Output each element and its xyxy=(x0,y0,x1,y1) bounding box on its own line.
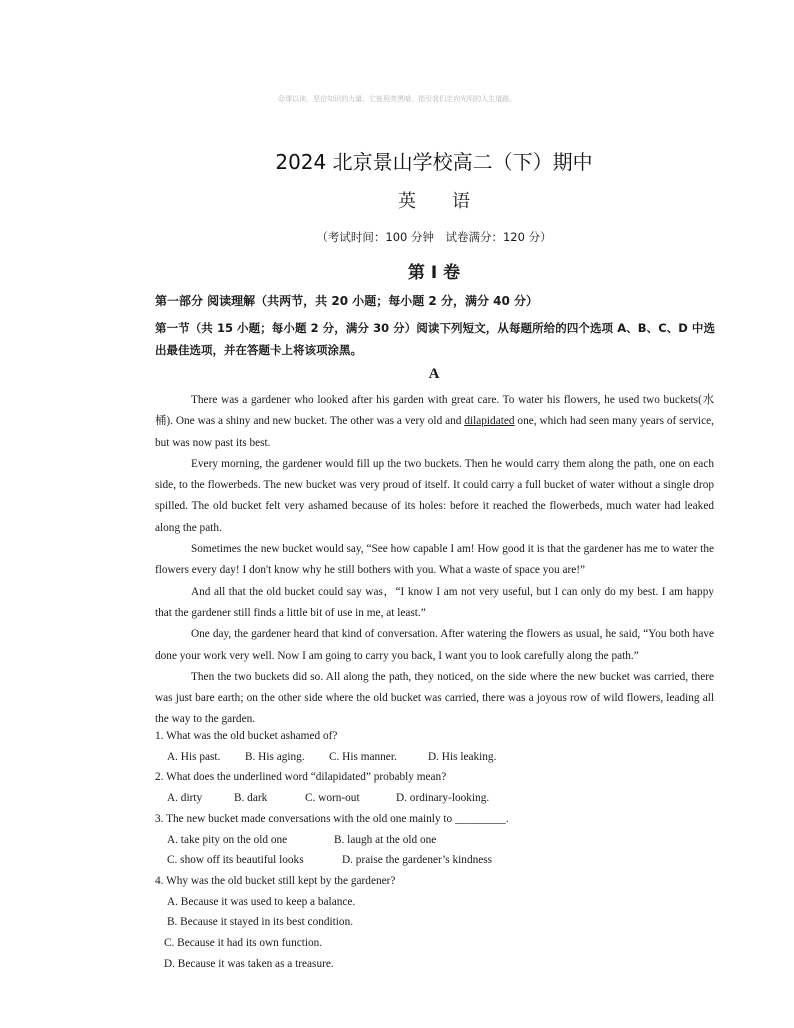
option-c: C. His manner. xyxy=(329,750,397,763)
subject-heading xyxy=(0,187,794,213)
question-1-options xyxy=(155,747,715,768)
question-2-options xyxy=(155,788,715,809)
passage-paragraph-1 xyxy=(155,390,714,454)
option-c: C. show off its beautiful looks xyxy=(167,854,304,867)
question-3-options-row-1 xyxy=(155,830,715,851)
section-instructions: 第一节（共 15 小题；每小题 2 分，满分 30 分）阅读下列短文，从每题所给的四个选项 A、B、C、D 中选出最佳选项，并在答题卡上将该项涂黑。 xyxy=(155,321,715,357)
option-b: B. His aging. xyxy=(245,750,305,763)
option-a: A. His past. xyxy=(167,750,221,763)
passage-label: A xyxy=(428,366,440,382)
option-d: D. praise the gardener’s kindness xyxy=(342,854,493,867)
question-4-stem: 4. Why was the old bucket still kept by the gardener? xyxy=(155,874,396,887)
option-d: D. ordinary-looking. xyxy=(396,792,490,805)
option-a: A. take pity on the old one xyxy=(167,833,288,846)
question-3-stem: 3. The new bucket made conversations with the old one mainly to _________. xyxy=(155,812,509,825)
question-list xyxy=(155,726,715,974)
exam-title: 2024 北京景山学校高二（下）期中 xyxy=(275,150,593,174)
reading-passage xyxy=(155,390,714,731)
part-heading: 第一部分 阅读理解（共两节，共 20 小题；每小题 2 分，满分 40 分） xyxy=(155,294,538,308)
underlined-word: dilapidated xyxy=(464,415,515,428)
volume-heading: 第 I 卷 xyxy=(407,263,461,283)
exam-info: （考试时间：100 分钟 试卷满分：120 分） xyxy=(316,230,552,244)
option-d: D. Because it was taken as a treasure. xyxy=(164,957,334,970)
passage-paragraph-6: Then the two buckets did so. All along the path, they noticed, on the side where the new bucket was carried, there was just bare earth; on the other side where the old bucket was carried, there was a joyous row of wild flowers, leading all the way to the garden. xyxy=(155,670,714,726)
watermark-text: ☺课以读，坚信知识的力量，它能照亮黑暗，指引我们走向光明的人生道路。 xyxy=(277,95,517,103)
passage-paragraph-2: Every morning, the gardener would fill up the two buckets. Then he would carry them along the path, one on each side, to the flowerbeds. The new bucket was very proud of itself. It could carry a full bucket of water without a single drop spilled. The old bucket felt very ashamed because of its holes: before it reached the flowerbeds, much water had leaked along the path. xyxy=(155,457,714,534)
option-a: A. Because it was used to keep a balance. xyxy=(167,895,356,908)
passage-paragraph-4: And all that the old bucket could say was，“I know I am not very useful, but I can only do my best. I am happy that the gardener still finds a little bit of use in me, at least.” xyxy=(155,585,714,619)
question-2-stem: 2. What does the underlined word “dilapidated” probably mean? xyxy=(155,771,447,784)
option-d: D. His leaking. xyxy=(428,750,497,763)
option-b: B. dark xyxy=(234,792,268,805)
option-a: A. dirty xyxy=(167,792,203,805)
p1-text-end: one, which had seen many years of service, but was now past its best. xyxy=(155,415,714,449)
subject-char-2: 语 xyxy=(452,191,470,212)
question-1-stem: 1. What was the old bucket ashamed of? xyxy=(155,730,338,742)
subject-char-1: 英 xyxy=(398,191,416,212)
option-b: B. laugh at the old one xyxy=(334,833,437,846)
p1-text-start: There was a gardener who looked after his garden with great care. To water his flowers, he used two buckets(水桶). One was a shiny and new bucket. The other was a very old and xyxy=(155,394,714,428)
option-b: B. Because it stayed in its best condition. xyxy=(167,916,354,929)
option-c: C. worn-out xyxy=(305,792,360,805)
passage-paragraph-3: Sometimes the new bucket would say, “See how capable I am! How good it is that the gardener has me to water the flowers every day! I don't know why he still bothers with you. What a waste of space you are!” xyxy=(155,543,714,577)
passage-paragraph-5: One day, the gardener heard that kind of conversation. After watering the flowers as usual, he said, “You both have done your work very well. Now I am going to carry you back, I want you to look carefully along the path.” xyxy=(155,628,714,662)
question-3-options-row-2 xyxy=(155,850,715,871)
option-c: C. Because it had its own function. xyxy=(164,937,323,950)
